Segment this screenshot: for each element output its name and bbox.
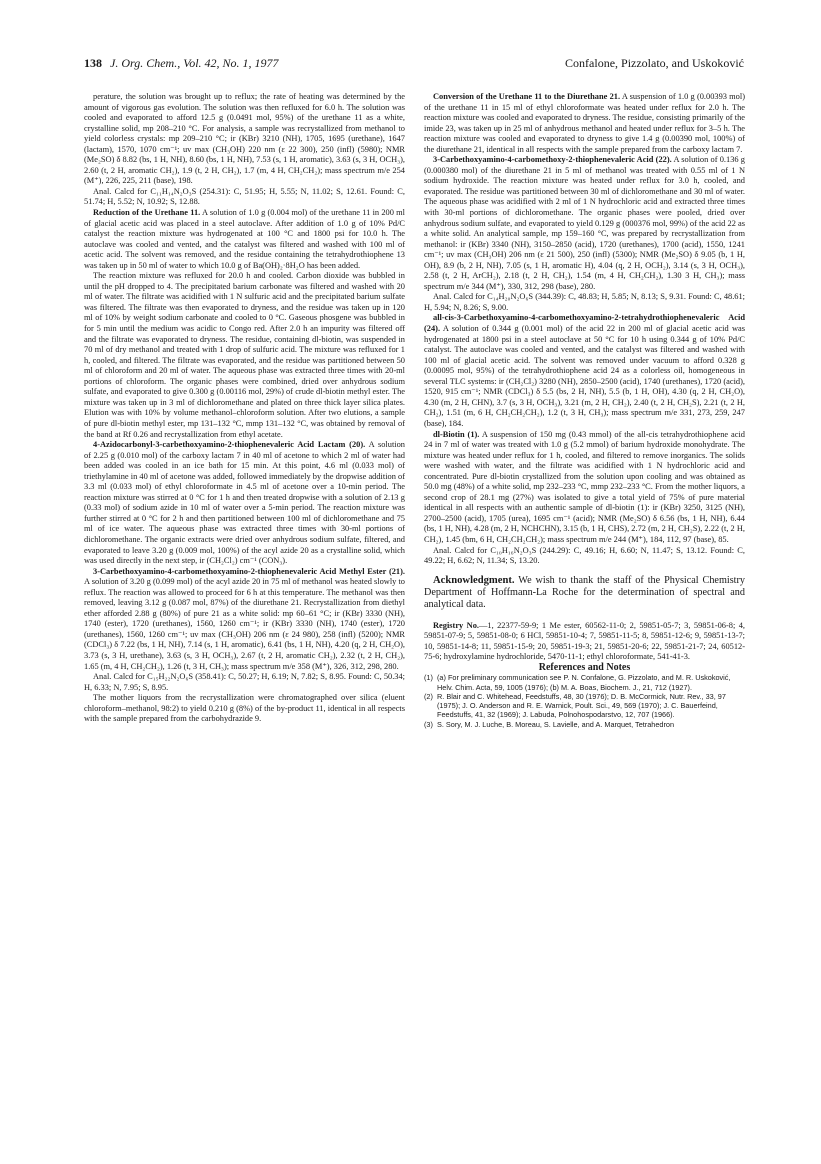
paragraph: perature, the solution was brought up to reflux; the rate of heating was determined by the amount of vigorous gas evolution. The solution was then refluxed for 6.0 h. The solution was cooled and evaporated to afford 12.5 g (0.0491 mol, 95%) of the urethane 11 as a white, crystalline solid, mp 208–210 °C. For analysis, a sample was recrystallized from methanol to yield colorless crystals: mp 209–210 °C; ir (KBr) 3210 (NH), 1705, 1695 (urethane), 1647 (lactam), 1570, 1070 cm⁻¹; uv max (CH₃OH) 220 nm (ε 22 300), 250 (infl) (5980); NMR (Me₂SO) δ 8.82 (bs, 1 H, NH), 8.60 (bs, 1 H, NH), 7.53 (s, 1 H, aromatic), 3.63 (s, 3 H, OCH₃), 2.60 (t, 2 H, aromatic CH₂), 1.9 (t, 2 H, CH₂), 1.7 (m, 4 H, CH₂CH₂); mass spectrum m/e 254 (M⁺), 226, 225, 211 (base), 198. bbox=[84, 92, 405, 186]
paragraph: Anal. Calcd for C₁₀H₁₆N₂O₃S (244.29): C, 49.16; H, 6.60; N, 11.47; S, 13.12. Found: C, 49.22; H, 6.62; N, 11.34; S, 13.20. bbox=[424, 545, 745, 566]
paragraph: 4-Azidocarbonyl-3-carbethoxyamino-2-thiophenevaleric Acid Lactam (20). A solution of 2.25 g (0.010 mol) of the carboxy lactam 7 in 40 ml of acetone to which 2 ml of water had been added was cooled in an ice bath for 15 min. At this point, 4.6 ml (0.033 mol) of triethylamine in 40 ml of acetone was added, followed immediately by the dropwise addition of 3.3 ml (0.033 mol) of ethyl chloroformate in 4.5 ml of acetone over a 10-min period. The reaction mixture was stirred at 0 °C for 1 h and then treated dropwise with a solution of 2.13 g (0.33 mol) of sodium azide in 10 ml of water over a 5-min period. The reaction mixture was further stirred at 0 °C for 2 h and then partitioned between 100 ml of dichloromethane and 75 ml of ice water. The aqueous phase was extracted three times with 30-ml portions of dichloromethane. The organic extracts were dried over anhydrous sodium sulfate, filtered, and evaporated to leave 3.20 g (0.009 mol, 100%) of the acyl azide 20 as a crystalline solid, which was used directly in the next step, ir (CH₂Cl₂) cm⁻¹ (CON₃). bbox=[84, 440, 405, 566]
paragraph: Anal. Calcd for C₁₅H₂₂N₂O₆S (358.41): C, 50.27; H, 6.19; N, 7.82; S, 8.95. Found: C, 50.34; H, 6.33; N, 7.95; S, 8.95. bbox=[84, 672, 405, 692]
references-title: References and Notes bbox=[538, 661, 631, 673]
paragraph: Conversion of the Urethane 11 to the Diurethane 21. A suspension of 1.0 g (0.00393 mol) of the urethane 11 in 15 ml of ethyl chloroformate was heated under reflux for 2.0 h. The reaction mixture was cooled and evaporated to dryness. The residue, consisting primarily of the imide 23, was taken up in 25 ml of anhydrous methanol and heated under reflux for 3–5 h. The reaction mixture was cooled and evaporated to dryness to give 1.4 g (0.00390 mol, 100%) of the diurethane 21, identical in all respects with the sample prepared from the carboxy lactam 7. bbox=[424, 92, 745, 154]
paragraph: 3-Carbethoxyamino-4-carbomethoxy-2-thiophenevaleric Acid (22). A solution of 0.136 g (0.000380 mol) of the diurethane 21 in 5 ml of methanol was treated with 0.55 ml of 1 N sodium hydroxide. The reaction mixture was heated under reflux for 3.0 h, cooled, and evaporated. The residue was partitioned between 30 ml of dichloromethane and 30 ml of water. The aqueous phase was acidified with 2 ml of 1 N hydrochloric acid and extracted three times with 30-ml portions of dichloromethane. The organic phases were pooled, dried over anhydrous sodium sulfate, and evaporated to yield 0.129 g (000376 mol, 99%) of the acid 22 as a white solid. An analytical sample, mp 159–160 °C, was prepared by recrystallization from methanol: ir (KBr) 3340 (NH), 3150–2850 (acid), 1720 (urethanes), 1700 (acid), 1550, 1241 cm⁻¹; uv max (CH₃OH) 206 nm (ε 21 500), 250 (infl) (5300); NMR (Me₂SO) δ 9.05 (b, 1 H, OH), 8.9 (b, 2 H, NH), 7.05 (s, 1 H, aromatic H), 4.04 (q, 2 H, OCH₂), 3.14 (s, 3 H, OCH₃), 2.58 (t, 2 H, ArCH₂), 2.18 (t, 2 H, CH₂), 1.54 (m, 4 H, CH₂CH₂), 1.30 3 H, CH₃); mass spectrum m/e 344 (M⁺), 330, 312, 298 (base), 280. bbox=[424, 155, 745, 291]
reference-item: (3) S. Sory, M. J. Luche, B. Moreau, S. Lavielle, and A. Marquet, Tetrahedron bbox=[424, 719, 675, 729]
registry-numbers: Registry No.—1, 22377-59-9; 1 Me ester, 60562-11-0; 2, 59851-05-7; 3, 59851-06-8; 4, 59851-07-9; 5, 59851-08-0; 6 HCl, 59851-10-4; 7, 59851-11-5; 8, 59851-12-6; 9, 59851-13-7; 10, 59851-14-8; 11, 59851-15-9; 20, 59851-19-3; 21, 59851-20-6; 22, 59851-21-7; 24, 60512-75-6; hydroxylamine hydrochloride, 5470-11-1; ethyl chloroformate, 541-41-3. bbox=[424, 620, 746, 662]
reference-item: (1) (a) For preliminary communication see P. N. Confalone, G. Pizzolato, and M. R. Uskoković, Helv. Chim. Acta, 59, 1005 (1976); (b) M. A. Boas, Biochem. J., 21, 712 (1927). bbox=[424, 673, 731, 692]
paragraph: The mother liquors from the recrystallization were chromatographed over silica (eluent chloroform–methanol, 98:2) to yield 0.210 g (8%) of the by-product 11, identical in all respects with the sample prepared from the carbohydrazide 9. bbox=[84, 693, 405, 724]
page-number: 138 bbox=[84, 56, 102, 70]
paragraph: The reaction mixture was refluxed for 20.0 h and cooled. Carbon dioxide was bubbled in until the pH dropped to 4. The precipitated barium carbonate was filtered and washed with 20 ml of water. The filtrate was acidified with 1 N sulfuric acid and the precipitated barium sulfate was filtered. The filtrate was then evaporated to dryness, and the residue was taken up in 120 ml of 10% by weight sodium carbonate and cooled to 0 °C. Gaseous phosgene was bubbled in for 5 min until the medium was acidic to Congo red. After 2.0 h an impurity was filtered off and the filtrate was evaporated to dryness. The residue, containing dl-biotin, was suspended in 70 ml of dry methanol and treated with 1 drop of sulfuric acid. The mixture was refluxed for 1 h, cooled, and filtered. The filtrate was evaporated, and the residue was partitioned between 50 ml of chloroform and 20 ml of water. The aqueous phase was extracted three times with 20-ml portions of chloroform. The organic phases were combined, dried over anhydrous sodium sulfate, and evaporated to give 0.300 g (0.00116 mol, 29%) of crude dl-biotin methyl ester. The mixture was taken up in 3 ml of dichloromethane and plated on three thick layer silica plates. Elution was with 10% by volume methanol–chloroform solution. After two elutions, a sample of pure dl-biotin methyl ester, mp 131–132 °C, mmp 131–132 °C, was obtained by removal of the band at Rf 0.26 and recrystallization from ethyl acetate. bbox=[84, 271, 405, 439]
paragraph: Anal. Calcd for C₁₄H₂₀N₂O₆S (344.39): C, 48.83; H, 5.85; N, 8.13; S, 9.31. Found: C, 48.61; H, 5.94; N, 8.26; S, 9.00. bbox=[424, 292, 745, 312]
paragraph: all-cis-3-Carbethoxyamino-4-carbomethoxyamino-2-tetrahydrothiophenevaleric Acid (24). A solution of 0.344 g (0.001 mol) of the acid 22 in 200 ml of glacial acetic acid was hydrogenated at 1800 psi in a steel autoclave at 50 °C for 10 h using 0.344 g of 10% Pd/C catalyst. The autoclave was cooled and vented, and the catalyst was filtered and washed with 100 ml of glacial acetic acid. The solvent was removed under vacuum to afford 0.328 g (0.00095 mol, 95%) of the tetrahydrothiophene acid 24 as a colorless oil, homogeneous in several TLC systems: ir (CH₂Cl₂) 3280 (NH), 2850–2500 (acid), 1740 (urethanes), 1720 (acid), 1520, 915 cm⁻¹; NMR (CDCl₃) δ 5.5 (bs, 2 H, NH), 5.5 (b, 1 H, OH), 4.30 (q, 2 H, CH₂O), 4.30 (m, 2 H, CHN), 3.7 (s, 3 H, OCH₃), 3.21 (m, 2 H, CH₂), 2.40 (t, 2 H, CH₂S), 2.21 (t, 2 H, CH₂), 1.51 (m, 6 H, CH₂CH₂CH₂), 1.2 (t, 3 H, CH₃); mass spectrum m/e 331, 273, 259, 247 (base), 184. bbox=[424, 313, 745, 428]
left-column bbox=[84, 92, 405, 725]
reference-item: (2) R. Blair and C. Whitehead, Feedstuffs, 48, 30 (1976); D. B. McCormick, Nutr. Rev., 33, 97 (1975); J. O. Anderson and R. E. Warnick, Poult. Sci., 49, 569 (1970); J. C. Bauerfeind, Feedstuffs, 41, 32 (1969); J. Labuda, Polnohospodarstvo, 12, 707 (1966). bbox=[424, 691, 726, 720]
paragraph: Anal. Calcd for C₁₁H₁₄N₂O₃S (254.31): C, 51.95; H, 5.55; N, 11.02; S, 12.61. Found: C, 51.74; H, 5.52; N, 10.92; S, 12.88. bbox=[84, 186, 405, 207]
page-header bbox=[84, 56, 744, 76]
paragraph: dl-Biotin (1). A suspension of 150 mg (0.43 mmol) of the all-cis tetrahydrothiophene acid 24 in 7 ml of water was treated with 1.0 g (5.2 mmol) of barium hydroxide monohydrate. The mixture was heated under reflux for 1 h, cooled, and filtered to remove inorganics. The solids were washed with water, and the filtrate was acidified with 1 N hydrochloric acid and concentrated. Pure dl-biotin crystallized from the solution upon cooling and was obtained as 50.0 mg (48%) of a white solid, mp 232–233 °C, mmp 232–233 °C. From the mother liquors, a second crop of 28.1 mg (27%) was isolated to give a total yield of 75% of pure material identical in all respects with an authentic sample of dl-biotin (1): ir (KBr) 3250, 3125 (NH), 2700–2500 (acid), 1705 (urea), 1695 cm⁻¹ (acid); NMR (Me₂SO) δ 6.56 (bs, 1 H, NH), 6.44 (bs, 1 H, NH), 4.28 (m, 2 H, NCHCHN), 3.15 (b, 1 H, CHS), 2.72 (m, 2 H, CH₂S), 2.22 (t, 2 H, CH₂), 1.45 (bm, 6 H, CH₂CH₂CH₂); mass spectrum m/e 244 (M⁺), 184, 112, 97 (base), 85. bbox=[424, 429, 745, 544]
journal-citation: J. Org. Chem., Vol. 42, No. 1, 1977 bbox=[110, 56, 279, 70]
running-head-authors: Confalone, Pizzolato, and Uskoković bbox=[565, 56, 744, 70]
right-column bbox=[424, 92, 745, 729]
paragraph: Reduction of the Urethane 11. A solution of 1.0 g (0.004 mol) of the urethane 11 in 200 ml of glacial acetic acid was placed in a steel autoclave. After addition of 1.0 g of 10% Pd/C catalyst the reaction mixture was hydrogenated at 100 °C and 1800 psi for 10.0 h. The autoclave was cooled and vented, and the catalyst was filtered and washed with 100 ml of acetic acid. The solvent was removed, and the residue containing the tetrahydrothiophene 13 was taken up in 50 ml of water to which 10.0 g of Ba(OH)₂·8H₂O has been added. bbox=[84, 208, 405, 270]
paragraph: 3-Carbethoxyamino-4-carbomethoxyamino-2-thiophenevaleric Acid Methyl Ester (21). A solution of 3.20 g (0.099 mol) of the acyl azide 20 in 75 ml of methanol was heated slowly to reflux. The reaction was allowed to proceed for 6 h at this temperature. The methanol was then removed, leaving 3.12 g (0.087 mol, 87%) of the diurethane 21. Recrystallization from diethyl ether afforded 2.88 g (80%) of pure 21 as a white solid: mp 60–61 °C; ir (KBr) 3330 (NH), 1740 (ester), 1720 (urethanes), 1560, 1260 cm⁻¹; ir (KBr) 3330 (NH), 1740 (ester), 1720 (urethanes), 1560, 1260 cm⁻¹; uv max (CH₃OH) 206 nm (ε 24 980), 258 (infl) (5200); NMR (CDCl₃) δ 7.22 (bs, 1 H, NH), 7.14 (s, 1 H, aromatic), 6.41 (bs, 1 H, NH), 4.20 (q, 2 H, CH₂O), 3.73 (s, 3 H, urethane), 3.63 (s, 3 H, OCH₃), 2.67 (t, 2 H, aromatic CH₂), 2.32 (t, 2 H, CH₂), 1.65 (m, 4 H, CH₂CH₂), 1.26 (t, 3 H, CH₃); mass spectrum m/e 358 (M⁺), 326, 312, 298, 280. bbox=[84, 566, 405, 671]
acknowledgment: Acknowledgment. We wish to thank the staff of the Physical Chemistry Department of Hoffmann-La Roche for the determination of spectral and analytical data. bbox=[424, 574, 745, 611]
